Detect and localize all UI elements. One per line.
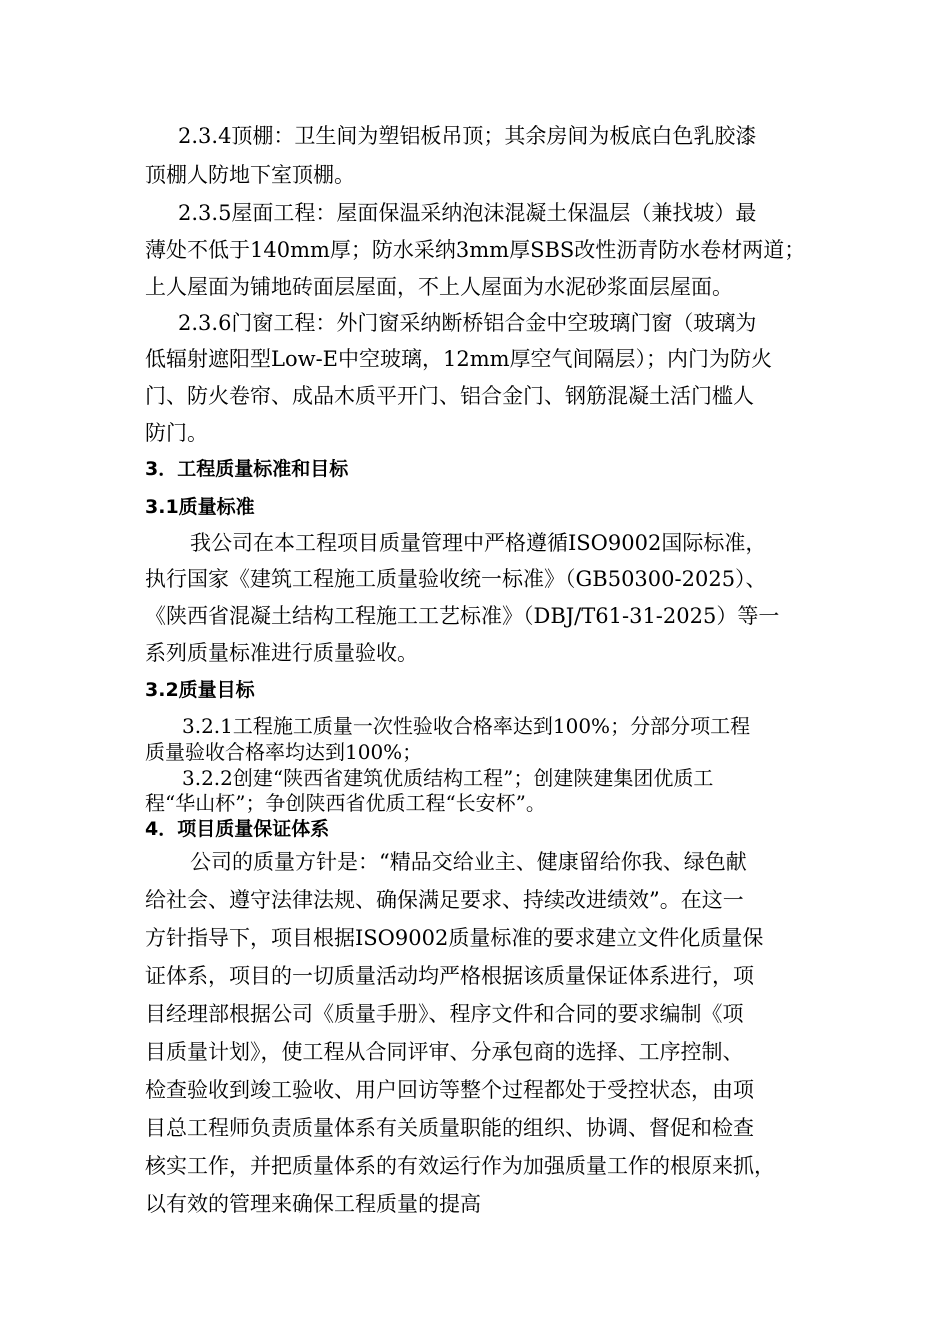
text-line: 检查验收到竣工验收、用户回访等整个过程都处于受控状态，由项 (145, 1078, 754, 1102)
text-line: 证体系，项目的一切质量活动均严格根据该质量保证体系进行，项 (145, 964, 754, 988)
text-line: 目质量计划》，使工程从合同评审、分承包商的选择、工序控制、 (145, 1040, 744, 1064)
text-line: 薄处不低于140mm厚；防水采纳3mm厚SBS改性沥青防水卷材两道； (145, 238, 806, 262)
section-heading-3-1: 3.1质量标准 (145, 496, 255, 518)
text-line: 顶棚人防地下室顶棚。 (145, 163, 355, 187)
text-line: 2.3.5屋面工程：屋面保温采纳泡沫混凝土保温层（兼找坡）最 (178, 201, 757, 225)
text-line: 公司的质量方针是：“精品交给业主、健康留给你我、绿色献 (190, 850, 747, 874)
text-line: 《陕西省混凝土结构工程施工工艺标准》（DBJ/T61-31-2025）等一 (145, 604, 780, 628)
section-heading-3: 3．工程质量标准和目标 (145, 458, 349, 480)
text-line: 目总工程师负责质量体系有关质量职能的组织、协调、督促和检查 (145, 1116, 754, 1140)
text-line: 以有效的管理来确保工程质量的提高 (145, 1192, 481, 1216)
section-heading-3-2: 3.2质量目标 (145, 679, 255, 701)
text-line: 系列质量标准进行质量验收。 (145, 641, 418, 665)
text-line: 我公司在本工程项目质量管理中严格遵循ISO9002国际标准， (190, 531, 767, 555)
text-line: 程“华山杯”；争创陕西省优质工程“长安杯”。 (145, 791, 546, 815)
text-line: 3.2.2创建“陕西省建筑优质结构工程”；创建陕建集团优质工 (182, 766, 714, 790)
text-line: 给社会、遵守法律法规、确保满足要求、持续改进绩效”。在这一 (145, 888, 744, 912)
text-line: 门、防火卷帘、成品木质平开门、铝合金门、钢筋混凝土活门槛人 (145, 384, 754, 408)
text-line: 防门。 (145, 421, 208, 445)
section-heading-4: 4．项目质量保证体系 (145, 818, 330, 840)
text-line: 方针指导下，项目根据ISO9002质量标准的要求建立文件化质量保 (145, 926, 764, 950)
text-line: 核实工作，并把质量体系的有效运行作为加强质量工作的根原来抓， (145, 1154, 775, 1178)
text-line: 低辐射遮阳型Low-E中空玻璃，12mm厚空气间隔层）；内门为防火 (145, 347, 773, 371)
text-line: 质量验收合格率均达到100%； (145, 740, 423, 764)
text-line: 3.2.1工程施工质量一次性验收合格率达到100%；分部分项工程 (182, 714, 751, 738)
text-line: 2.3.6门窗工程：外门窗采纳断桥铝合金中空玻璃门窗（玻璃为 (178, 311, 757, 335)
text-line: 执行国家《建筑工程施工质量验收统一标准》（GB50300-2025）、 (145, 567, 767, 591)
text-line: 目经理部根据公司《质量手册》、程序文件和合同的要求编制《项 (145, 1002, 744, 1026)
text-line: 2.3.4顶棚：卫生间为塑铝板吊顶；其余房间为板底白色乳胶漆 (178, 124, 757, 148)
text-line: 上人屋面为铺地砖面层屋面，不上人屋面为水泥砂浆面层屋面。 (145, 275, 733, 299)
